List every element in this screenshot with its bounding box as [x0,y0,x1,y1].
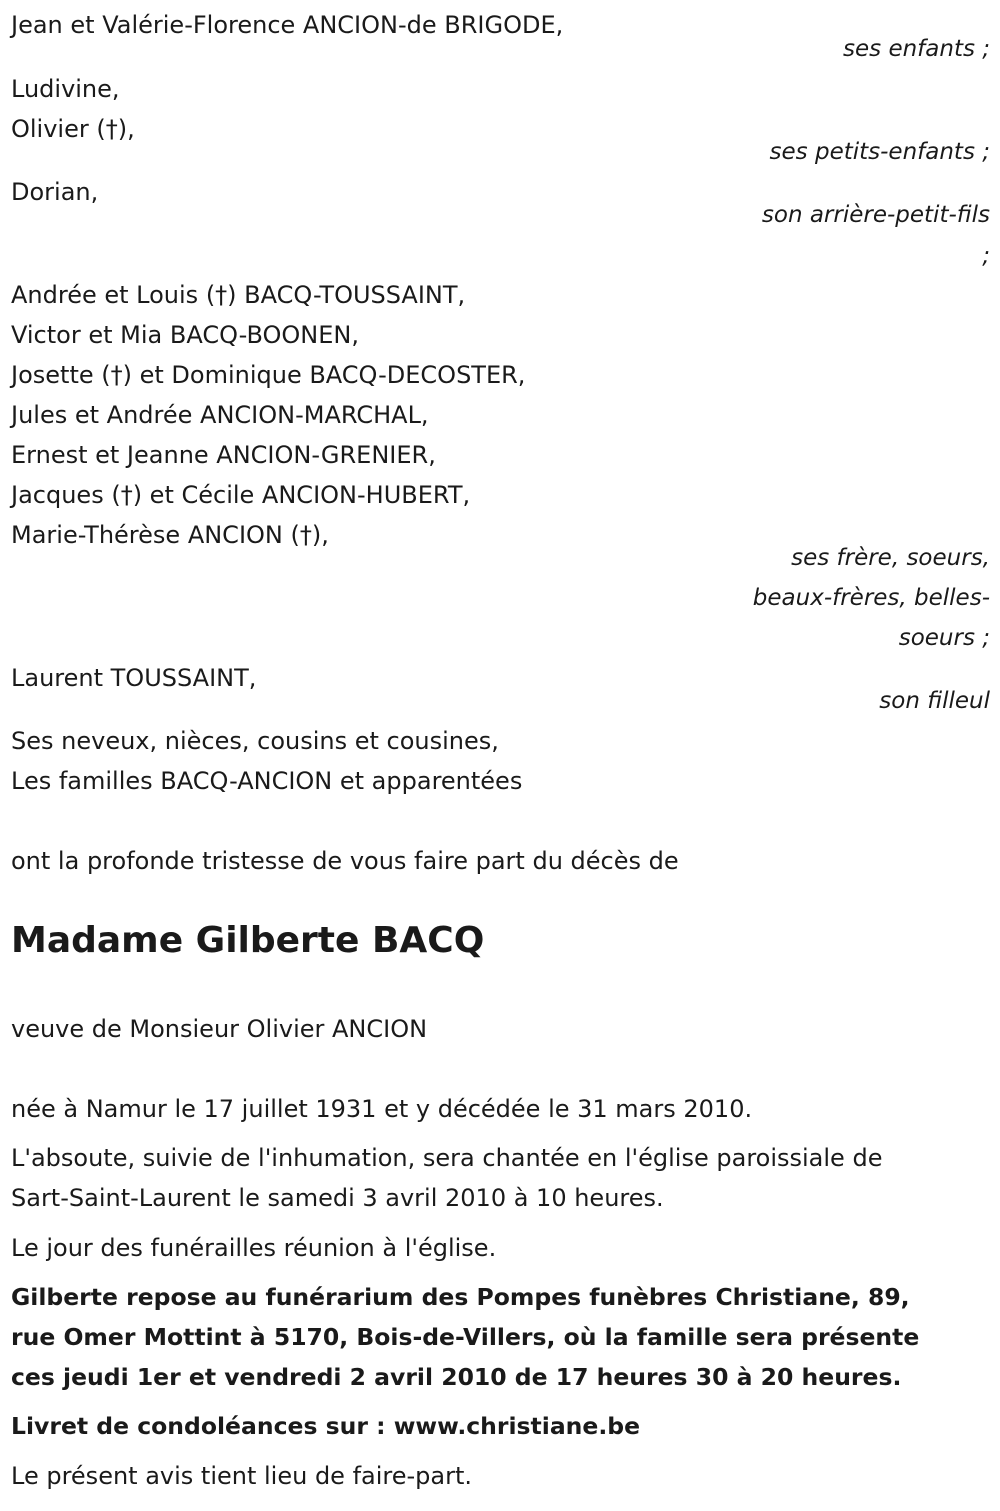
siblings-role: ses frère, soeurs, [791,545,990,571]
deceased-name: Madame Gilberte BACQ [11,920,485,961]
grandchild-name: Olivier (†), [11,115,135,143]
ceremony-line: L'absoute, suivie de l'inhumation, sera chantée en l'église paroissiale de [11,1144,883,1172]
sibling-name: Marie-Thérèse ANCION (†), [11,521,329,549]
birth-death-dates: née à Namur le 17 juillet 1931 et y décédée le 31 mars 2010. [11,1095,753,1123]
sibling-name: Jules et Andrée ANCION-MARCHAL, [11,401,429,429]
funerarium-line: ces jeudi 1er et vendredi 2 avril 2010 de 17 heures 30 à 20 heures. [11,1363,902,1391]
sibling-name: Victor et Mia BACQ-BOONEN, [11,321,359,349]
siblings-role: soeurs ; [898,625,990,651]
sibling-name: Ernest et Jeanne ANCION-GRENIER, [11,441,436,469]
grandchild-name: Ludivine, [11,75,120,103]
condolences-text: Livret de condoléances sur : www.christiane.be [11,1412,641,1440]
funerarium-line: Gilberte repose au funérarium des Pompes funèbres Christiane, 89, [11,1283,910,1311]
great-grandchild-role: son arrière-petit-fils [761,202,990,228]
announcement-text: ont la profonde tristesse de vous faire part du décès de [11,847,679,875]
great-grandchild-role-end: ; [982,243,990,269]
ceremony-line: Sart-Saint-Laurent le samedi 3 avril 2010 à 10 heures. [11,1184,664,1212]
reunion-text: Le jour des funérailles réunion à l'église. [11,1234,497,1262]
sibling-name: Andrée et Louis (†) BACQ-TOUSSAINT, [11,281,466,309]
grandchildren-role: ses petits-enfants ; [769,139,990,165]
sibling-name: Jacques (†) et Cécile ANCION-HUBERT, [11,481,471,509]
notice-text: Le présent avis tient lieu de faire-part. [11,1462,473,1490]
godson-role: son filleul [879,688,990,714]
sibling-name: Josette (†) et Dominique BACQ-DECOSTER, [11,361,526,389]
great-grandchild-name: Dorian, [11,178,99,206]
children-role: ses enfants ; [843,36,990,62]
widow-of: veuve de Monsieur Olivier ANCION [11,1015,428,1043]
other-relatives: Ses neveux, nièces, cousins et cousines, [11,727,499,755]
other-relatives: Les familles BACQ-ANCION et apparentées [11,767,523,795]
siblings-role: beaux-frères, belles- [752,585,990,611]
godson-name: Laurent TOUSSAINT, [11,664,257,692]
funerarium-line: rue Omer Mottint à 5170, Bois-de-Villers, où la famille sera présente [11,1323,920,1351]
children-names: Jean et Valérie-Florence ANCION-de BRIGODE, [11,11,564,39]
